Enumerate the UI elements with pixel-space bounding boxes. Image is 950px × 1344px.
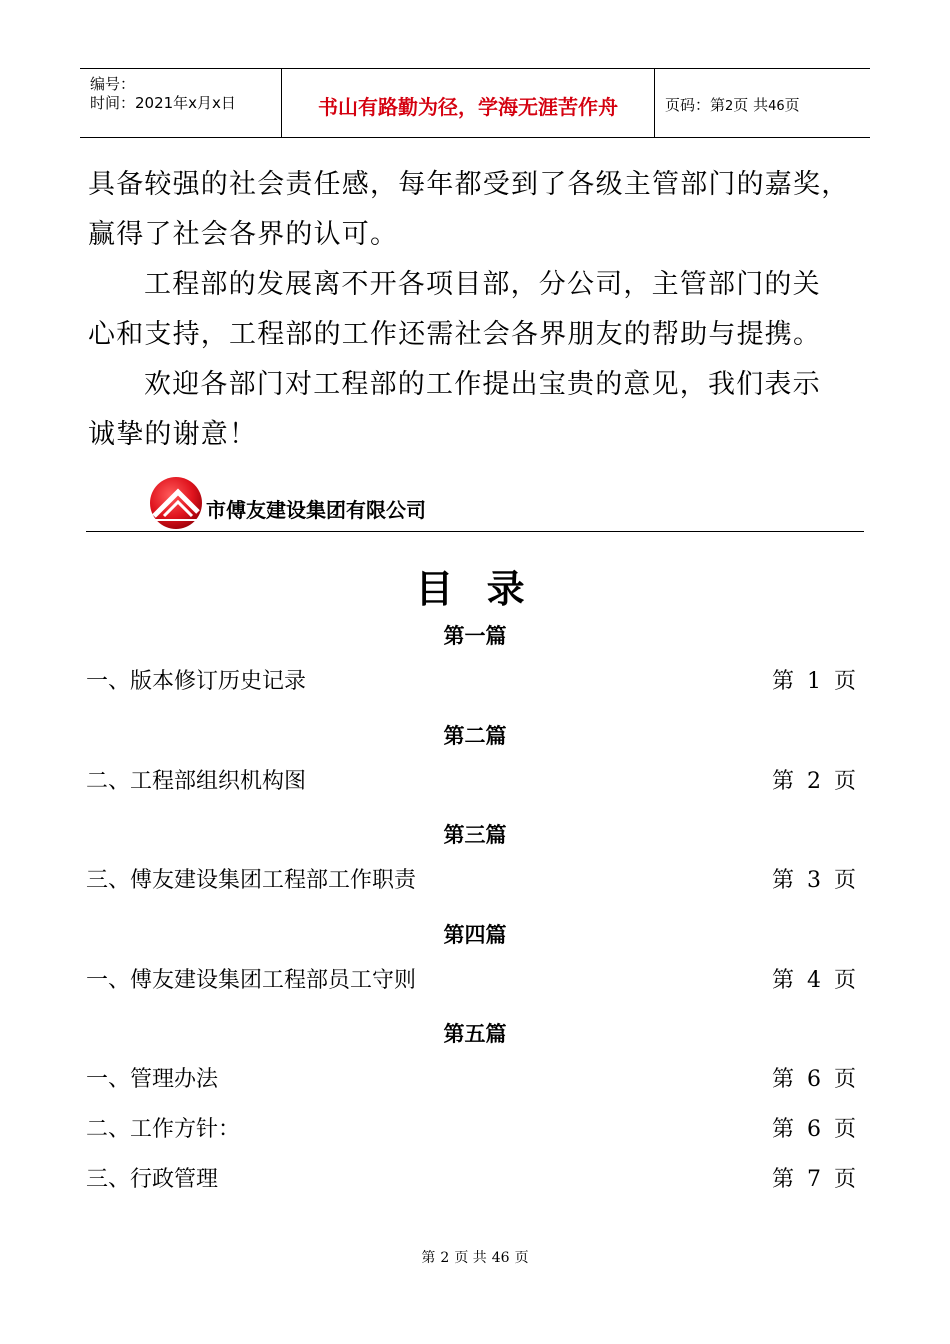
toc-entry-page — [772, 1165, 856, 1195]
header-motto-cell — [281, 69, 655, 137]
body-paragraph-3-line-2: 诚挚的谢意！ — [88, 419, 258, 450]
toc-page-number: 6 — [806, 1067, 821, 1092]
toc-page-number: 1 — [806, 669, 821, 694]
toc-page-word: 第 — [771, 968, 794, 993]
toc-entry — [86, 667, 856, 697]
body-paragraph-2-line-2: 心和支持，工程部的工作还需社会各界朋友的帮助与提携。 — [88, 319, 822, 350]
toc-page-word: 第 — [771, 1117, 794, 1142]
header-page-prefix: 页码：第 — [665, 96, 726, 114]
footer-page-current: 2 — [440, 1250, 450, 1266]
toc-page-word: 页 — [833, 669, 856, 694]
toc-entry-page — [772, 767, 856, 797]
footer-middle: 页 共 — [454, 1250, 487, 1266]
toc-page-word: 页 — [833, 868, 856, 893]
toc-entry — [86, 767, 856, 797]
toc-page-number: 2 — [806, 769, 821, 794]
toc-page-word: 页 — [833, 968, 856, 993]
toc-page-word: 第 — [771, 868, 794, 893]
page-header — [80, 68, 870, 138]
body-paragraph-1 — [88, 160, 868, 260]
toc-page-word: 第 — [771, 669, 794, 694]
document-date-label: 时间：2021年x月x日 — [90, 94, 236, 112]
toc-title: 目 录 — [415, 566, 535, 611]
header-page-current: 2 — [725, 99, 734, 114]
toc-part-title: 第三篇 — [443, 822, 507, 847]
footer-suffix: 页 — [514, 1250, 529, 1266]
header-divider — [86, 531, 864, 532]
toc-entry-page — [772, 966, 856, 996]
toc-part-title: 第五篇 — [443, 1021, 507, 1046]
toc-part-title: 第四篇 — [443, 922, 507, 947]
body-paragraph-3-line-1: 欢迎各部门对工程部的工作提出宝贵的意见，我们表示 — [144, 369, 821, 400]
toc-entry-label: 二、工程部组织机构图 — [86, 769, 307, 794]
body-paragraph-1-line-2: 赢得了社会各界的认可。 — [88, 219, 399, 250]
header-page-indicator — [665, 94, 800, 115]
body-paragraph-2-line-1: 工程部的发展离不开各项目部，分公司，主管部门的关 — [144, 269, 821, 300]
toc-page-word: 页 — [833, 1117, 856, 1142]
footer-page-total: 46 — [491, 1250, 510, 1266]
toc-part-title: 第一篇 — [443, 623, 507, 648]
toc-entry-label: 三、行政管理 — [86, 1167, 219, 1192]
toc-page-word: 页 — [833, 769, 856, 794]
toc-entry — [86, 1115, 856, 1145]
toc-part-title: 第二篇 — [443, 723, 507, 748]
toc-entry — [86, 1065, 856, 1095]
toc-entry-page — [772, 866, 856, 896]
footer-prefix: 第 — [421, 1250, 436, 1266]
toc-entry-label: 三、傅友建设集团工程部工作职责 — [86, 868, 417, 893]
toc-entry-page — [772, 1065, 856, 1095]
toc-entry — [86, 1165, 856, 1195]
toc-entry-page — [772, 667, 856, 697]
company-name: 市傅友建设集团有限公司 — [206, 498, 426, 522]
company-logo-icon — [148, 476, 204, 530]
toc-page-word: 页 — [833, 1067, 856, 1092]
header-motto: 书山有路勤为径，学海无涯苦作舟 — [318, 95, 618, 119]
header-page-suffix: 页 — [784, 96, 800, 114]
toc-page-number: 7 — [806, 1167, 821, 1192]
toc-page-word: 第 — [771, 1067, 794, 1092]
body-paragraph-2 — [88, 260, 868, 360]
body-paragraph-3 — [88, 360, 868, 460]
toc-entry — [86, 866, 856, 896]
toc-page-word: 第 — [771, 1167, 794, 1192]
toc-entry-label: 一、管理办法 — [86, 1067, 219, 1092]
header-page-middle: 页 共 — [733, 96, 769, 114]
toc-page-number: 4 — [806, 968, 821, 993]
header-page-cell — [655, 69, 870, 137]
toc-entry-label: 二、工作方针： — [86, 1117, 241, 1142]
toc-entry-label: 一、傅友建设集团工程部员工守则 — [86, 968, 417, 993]
toc-page-number: 3 — [806, 868, 821, 893]
toc-entry — [86, 966, 856, 996]
toc-page-number: 6 — [806, 1117, 821, 1142]
toc-entry-page — [772, 1115, 856, 1145]
toc-entry-label: 一、版本修订历史记录 — [86, 669, 307, 694]
toc-page-word: 第 — [771, 769, 794, 794]
header-page-total: 46 — [768, 99, 785, 114]
document-number-label: 编号： — [90, 75, 136, 93]
page-footer — [0, 1247, 950, 1267]
toc-page-word: 页 — [833, 1167, 856, 1192]
body-paragraph-1-line-1: 具备较强的社会责任感，每年都受到了各级主管部门的嘉奖， — [88, 169, 850, 200]
header-info-cell — [80, 69, 280, 137]
